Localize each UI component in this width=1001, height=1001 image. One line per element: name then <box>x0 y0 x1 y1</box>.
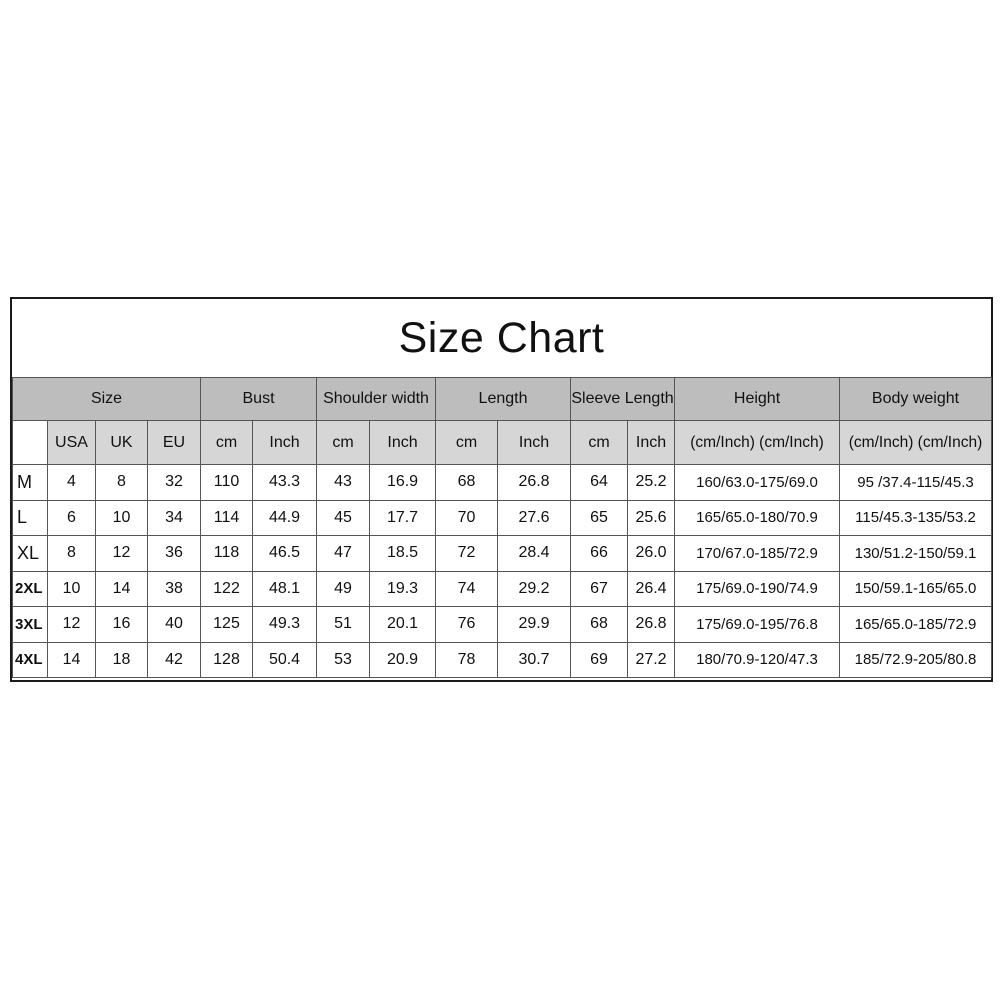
size-label-cell: XL <box>13 536 48 572</box>
header-bust: Bust <box>201 378 317 421</box>
length-inch-cell: 28.4 <box>498 536 571 572</box>
bust-inch-cell: 50.4 <box>253 642 317 678</box>
length-cm-cell: 76 <box>436 607 498 643</box>
chart-title: Size Chart <box>398 313 605 362</box>
shoulder-inch-cell: 18.5 <box>370 536 436 572</box>
length-cm-cell: 68 <box>436 465 498 501</box>
eu-cell: 38 <box>148 571 201 607</box>
sleeve-inch-cell: 27.2 <box>628 642 675 678</box>
bust-inch-cell: 43.3 <box>253 465 317 501</box>
eu-cell: 32 <box>148 465 201 501</box>
unit-header-row <box>13 421 992 465</box>
usa-cell: 12 <box>48 607 96 643</box>
eu-cell: 42 <box>148 642 201 678</box>
table-row <box>13 571 992 607</box>
length-cm-cell: 70 <box>436 500 498 536</box>
unit-header-bust-cm: cm <box>201 421 253 465</box>
sleeve-cm-cell: 64 <box>571 465 628 501</box>
uk-cell: 12 <box>96 536 148 572</box>
length-cm-cell: 72 <box>436 536 498 572</box>
bust-inch-cell: 49.3 <box>253 607 317 643</box>
unit-header-sleeve-cm: cm <box>571 421 628 465</box>
size-label-cell: 2XL <box>13 571 48 607</box>
weight-range-cell: 130/51.2-150/59.1 <box>840 536 992 572</box>
usa-cell: 8 <box>48 536 96 572</box>
height-range-cell: 180/70.9-120/47.3 <box>675 642 840 678</box>
usa-cell: 10 <box>48 571 96 607</box>
uk-cell: 8 <box>96 465 148 501</box>
sleeve-inch-cell: 26.0 <box>628 536 675 572</box>
header-length: Length <box>436 378 571 421</box>
size-label-cell: M <box>13 465 48 501</box>
bust-cm-cell: 114 <box>201 500 253 536</box>
height-range-cell: 175/69.0-195/76.8 <box>675 607 840 643</box>
bust-cm-cell: 122 <box>201 571 253 607</box>
unit-header-shoulder-inch: Inch <box>370 421 436 465</box>
height-range-cell: 170/67.0-185/72.9 <box>675 536 840 572</box>
usa-cell: 4 <box>48 465 96 501</box>
sleeve-inch-cell: 26.8 <box>628 607 675 643</box>
weight-range-cell: 150/59.1-165/65.0 <box>840 571 992 607</box>
length-cm-cell: 74 <box>436 571 498 607</box>
shoulder-cm-cell: 45 <box>317 500 370 536</box>
sleeve-cm-cell: 67 <box>571 571 628 607</box>
sleeve-cm-cell: 69 <box>571 642 628 678</box>
table-row <box>13 536 992 572</box>
length-inch-cell: 27.6 <box>498 500 571 536</box>
shoulder-inch-cell: 17.7 <box>370 500 436 536</box>
unit-header-weight: (cm/Inch) (cm/Inch) <box>840 421 992 465</box>
length-inch-cell: 29.9 <box>498 607 571 643</box>
sleeve-inch-cell: 26.4 <box>628 571 675 607</box>
table-row <box>13 465 992 501</box>
weight-range-cell: 115/45.3-135/53.2 <box>840 500 992 536</box>
unit-header-height: (cm/Inch) (cm/Inch) <box>675 421 840 465</box>
uk-cell: 10 <box>96 500 148 536</box>
header-size: Size <box>13 378 201 421</box>
unit-header-uk: UK <box>96 421 148 465</box>
shoulder-inch-cell: 20.1 <box>370 607 436 643</box>
table-row <box>13 500 992 536</box>
weight-range-cell: 185/72.9-205/80.8 <box>840 642 992 678</box>
header-body-weight: Body weight <box>840 378 992 421</box>
unit-header-blank <box>13 421 48 465</box>
usa-cell: 6 <box>48 500 96 536</box>
shoulder-cm-cell: 53 <box>317 642 370 678</box>
table-row <box>13 607 992 643</box>
usa-cell: 14 <box>48 642 96 678</box>
bust-inch-cell: 44.9 <box>253 500 317 536</box>
uk-cell: 18 <box>96 642 148 678</box>
shoulder-cm-cell: 47 <box>317 536 370 572</box>
shoulder-inch-cell: 19.3 <box>370 571 436 607</box>
sleeve-cm-cell: 66 <box>571 536 628 572</box>
sleeve-cm-cell: 65 <box>571 500 628 536</box>
header-sleeve-length: Sleeve Length <box>571 378 675 421</box>
length-inch-cell: 26.8 <box>498 465 571 501</box>
header-shoulder-width: Shoulder width <box>317 378 436 421</box>
table-row <box>13 642 992 678</box>
length-inch-cell: 30.7 <box>498 642 571 678</box>
bust-cm-cell: 110 <box>201 465 253 501</box>
length-cm-cell: 78 <box>436 642 498 678</box>
shoulder-cm-cell: 49 <box>317 571 370 607</box>
size-table <box>12 377 992 678</box>
size-label-cell: L <box>13 500 48 536</box>
height-range-cell: 175/69.0-190/74.9 <box>675 571 840 607</box>
shoulder-inch-cell: 20.9 <box>370 642 436 678</box>
size-chart <box>10 297 993 682</box>
eu-cell: 36 <box>148 536 201 572</box>
eu-cell: 34 <box>148 500 201 536</box>
bust-cm-cell: 118 <box>201 536 253 572</box>
bust-cm-cell: 128 <box>201 642 253 678</box>
group-header-row <box>13 378 992 421</box>
height-range-cell: 160/63.0-175/69.0 <box>675 465 840 501</box>
sleeve-cm-cell: 68 <box>571 607 628 643</box>
size-label-cell: 4XL <box>13 642 48 678</box>
unit-header-length-cm: cm <box>436 421 498 465</box>
shoulder-cm-cell: 43 <box>317 465 370 501</box>
header-height: Height <box>675 378 840 421</box>
unit-header-sleeve-inch: Inch <box>628 421 675 465</box>
table-body <box>13 465 992 678</box>
bust-inch-cell: 48.1 <box>253 571 317 607</box>
unit-header-shoulder-cm: cm <box>317 421 370 465</box>
unit-header-length-inch: Inch <box>498 421 571 465</box>
sleeve-inch-cell: 25.6 <box>628 500 675 536</box>
weight-range-cell: 95 /37.4-115/45.3 <box>840 465 992 501</box>
bust-inch-cell: 46.5 <box>253 536 317 572</box>
weight-range-cell: 165/65.0-185/72.9 <box>840 607 992 643</box>
height-range-cell: 165/65.0-180/70.9 <box>675 500 840 536</box>
bust-cm-cell: 125 <box>201 607 253 643</box>
uk-cell: 14 <box>96 571 148 607</box>
shoulder-inch-cell: 16.9 <box>370 465 436 501</box>
uk-cell: 16 <box>96 607 148 643</box>
unit-header-bust-inch: Inch <box>253 421 317 465</box>
sleeve-inch-cell: 25.2 <box>628 465 675 501</box>
unit-header-eu: EU <box>148 421 201 465</box>
shoulder-cm-cell: 51 <box>317 607 370 643</box>
length-inch-cell: 29.2 <box>498 571 571 607</box>
unit-header-usa: USA <box>48 421 96 465</box>
size-label-cell: 3XL <box>13 607 48 643</box>
eu-cell: 40 <box>148 607 201 643</box>
